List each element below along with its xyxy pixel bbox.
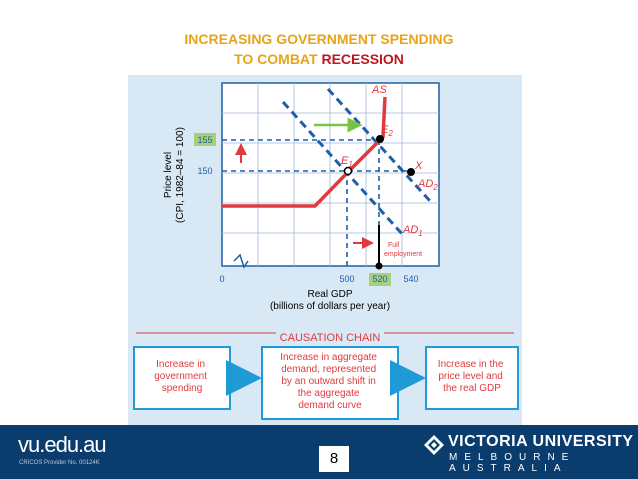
- title-part-red: RECESSION: [321, 51, 404, 67]
- causation-box-1-text: Increase in government spending: [154, 359, 208, 394]
- x-axis-label-1: Real GDP: [307, 289, 353, 300]
- causation-box-3-text: Increase in the price level and the real GDP: [437, 359, 504, 394]
- label-as: AS: [372, 84, 387, 96]
- site-url: vu.edu.au: [18, 432, 106, 457]
- xtick-0: 0: [219, 274, 225, 284]
- causation-box-2-text: Increase in aggregate demand, represented by an outward shift in the aggregate demand curve: [280, 352, 377, 411]
- xtick-500: 500: [339, 274, 355, 284]
- xtick-520: 520: [372, 274, 388, 284]
- economics-figure: [128, 75, 522, 425]
- y-axis-label-2: (CPI, 1982–84 = 100): [175, 127, 186, 223]
- cricos-number: CRICOS Provider No. 00124K: [19, 460, 100, 466]
- slide-title-line2: [0, 51, 638, 67]
- victoria-university-logo-icon: [423, 434, 445, 456]
- xtick-540: 540: [403, 274, 419, 284]
- label-e1: $E_1$: [341, 155, 353, 169]
- label-ad2: $AD_2$: [418, 178, 438, 192]
- point-full-employment: [376, 263, 383, 270]
- graph-plot-area: [222, 83, 439, 267]
- label-x: X: [415, 160, 423, 172]
- full-employment-label-2: employment: [384, 251, 423, 258]
- point-x: [407, 168, 415, 176]
- point-e2: [376, 135, 384, 143]
- causation-heading: CAUSATION CHAIN: [279, 332, 381, 344]
- ytick-150: 150: [197, 166, 213, 176]
- page-number: 8: [319, 446, 349, 472]
- label-e2: $E_2$: [381, 124, 393, 138]
- y-axis-label-1: Price level: [163, 151, 174, 199]
- full-employment-label-1: Full: [388, 242, 400, 249]
- label-ad1: $AD_1$: [403, 224, 423, 238]
- title-part-orange: TO COMBAT: [234, 51, 318, 67]
- ytick-155: 155: [197, 135, 213, 145]
- slide-title-line1: INCREASING GOVERNMENT SPENDING: [184, 31, 454, 47]
- university-name: VICTORIA UNIVERSITY: [448, 433, 634, 450]
- x-axis-label-2: (billions of dollars per year): [269, 301, 391, 312]
- university-location: MELBOURNE AUSTRALIA: [449, 452, 576, 474]
